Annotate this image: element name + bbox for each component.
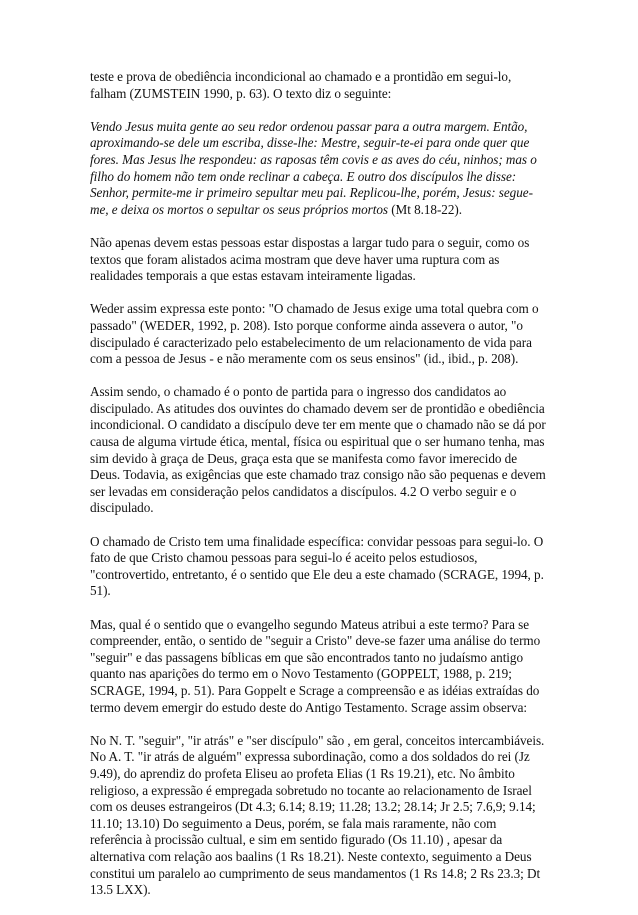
paragraph-rupture: Não apenas devem estas pessoas estar dispostas a largar tudo para o seguir, como os textos que foram alistados acima mostram que deve haver uma ruptura com as realidades temporais a que estas estavam inteiramente ligadas. xyxy=(90,234,530,284)
paragraph-calling: Assim sendo, o chamado é o ponto de partida para o ingresso dos candidatos ao discipulado. As atitudes dos ouvintes do chamado devem ser de prontidão e obediência incondicional. O candidato a discípulo deve ter em mente que o chamado não se dá por causa de alguma virtude ética, mental, física ou espiritual que o ser humano tenha, mas sim devido à graça de Deus, graça esta que se manifesta como favor imerecido de Deus. Todavia, as exigências que este chamado traz consigo não são pequenas e devem ser levadas em consideração pelos candidatos a discípulos. 4.2 O verbo seguir e o discipulado. xyxy=(90,384,546,516)
paragraph-purpose: O chamado de Cristo tem uma finalidade específica: convidar pessoas para segui-lo. O fato de que Cristo chamou pessoas para segui-lo é aceito pelos estudiosos, "controvertido, entretanto, é o sentido que Ele deu a este chamado (SCRAGE, 1994, p. 51). xyxy=(90,533,544,599)
quote-text: Vendo Jesus muita gente ao seu redor ordenou passar para a outra margem. Então, aproximando-se dele um escriba, disse-lhe: Mestre, seguir-te-ei para onde quer que fores. Mas Jesus lhe respondeu: as raposas têm covis e as aves do céu, ninhos; mas o filho do homem não tem onde reclinar a cabeça. E outro dos discípulos lhe disse: Senhor, permite-me ir primeiro sepultar meu pai. Replicou-lhe, porém, Jesus: segue-me, e deixa os mortos o sepultar os seus próprios mortos xyxy=(90,118,537,217)
block-quote-matthew xyxy=(90,119,550,219)
document-page xyxy=(90,69,550,915)
paragraph-intro: teste e prova de obediência incondicional ao chamado e a prontidão em segui-lo, falham (ZUMSTEIN 1990, p. 63). O texto diz o seguinte: xyxy=(90,69,512,101)
paragraph-meaning: Mas, qual é o sentido que o evangelho segundo Mateus atribui a este termo? Para se compreender, então, o sentido de "seguir a Cristo" deve-se fazer uma análise do termo "seguir" e das passagens bíblicas em que são encontrados tanto no judaísmo antigo quanto nas aparições do termo em o Novo Testamento (GOPPELT, 1988, p. 219; SCRAGE, 1994, p. 51). Para Goppelt e Scrage a compreensão e as idéias extraídas do termo devem emergir do estudo deste do Antigo Testamento. Scrage assim observa: xyxy=(90,616,541,715)
quote-reference: (Mt 8.18-22). xyxy=(387,201,462,217)
paragraph-scrage-quote: No N. T. "seguir", "ir atrás" e "ser discípulo" são , em geral, conceitos intercambiáveis. No A. T. "ir atrás de alguém" expressa subordinação, como a dos soldados do rei (Jz 9.49), do aprendiz do profeta Eliseu ao profeta Elias (1 Rs 19.21), etc. No âmbito religioso, a expressão é empregada sobretudo no tocante ao relacionamento de Israel com os deuses estrangeiros (Dt 4.3; 6.14; 8.19; 11.28; 13.2; 28.14; Jr 2.5; 7.6,9; 9.14; 11.10; 13.10) Do seguimento a Deus, porém, se fala mais raramente, não com referência à procissão cultual, e sim em sentido figurado (Os 11.10) , apesar da alternativa com relação aos baalins (1 Rs 18.21). Neste contexto, seguimento a Deus constitui um paralelo ao cumprimento de seus mandamentos (1 Rs 14.8; 2 Rs 23.3; Dt 13.5 LXX). xyxy=(90,732,545,898)
paragraph-weder: Weder assim expressa este ponto: "O chamado de Jesus exige uma total quebra com o passado" (WEDER, 1992, p. 208). Isto porque conforme ainda assevera o autor, "o discipulado é caracterizado pelo estabelecimento de um relacionamento de vida para com a pessoa de Jesus - e não meramente com os seus ensinos" (id., ibid., p. 208). xyxy=(90,301,539,367)
